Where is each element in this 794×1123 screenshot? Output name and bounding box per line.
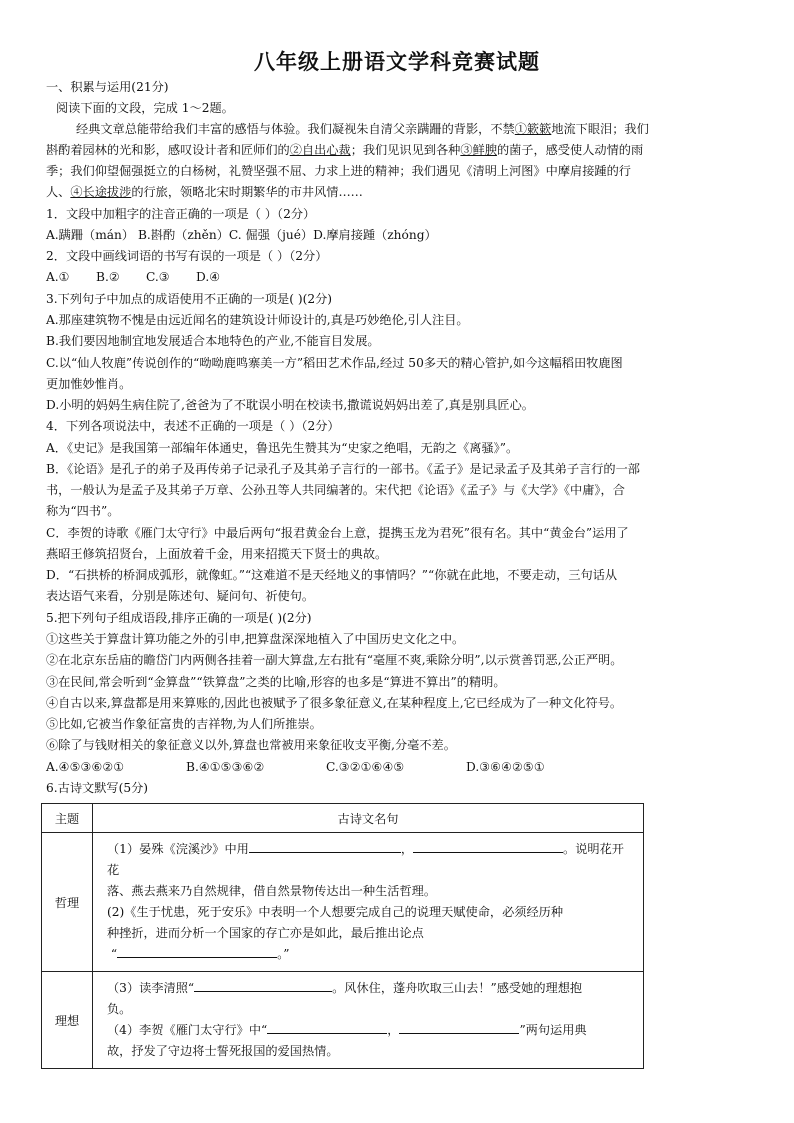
question-3-option-c: C.以“仙人牧鹿”传说创作的“呦呦鹿鸣寨美一方”稻田艺术作品,经过 50多天的精心管护,如今这幅稻田牧鹿图 [46, 356, 623, 370]
question-5-sentence-3: ③在民间,常会听到“金算盘”“铁算盘”之类的比喻,形容的也多是“算进不算出”的精明。 [46, 675, 506, 689]
question-4-option-c-cont: 燕昭王修筑招贤台，上面放着千金，用来招揽天下贤士的典故。 [46, 547, 388, 561]
underlined-word-2: ②自出心裁 [289, 143, 351, 157]
option-a: A.④⑤③⑥②① [46, 760, 125, 774]
underlined-word-3: ③鲜腴 [460, 143, 497, 157]
question-3-option-d: D.小明的妈妈生病住院了,爸爸为了不耽误小明在校读书,撒谎说妈妈出差了,真是别具匠心。 [46, 398, 534, 412]
question-4-option-d: D．“石拱桥的桥洞成弧形，就像虹。”“这难道不是天经地义的事情吗？”“你就在此地，不要走动，三句话从 [46, 568, 618, 582]
question-5-sentence-4: ④自古以来,算盘都是用来算账的,因此也被赋予了很多象征意义,在某种程度上,它已经成为了一种文化符号。 [46, 696, 623, 710]
question-5-sentence-5: ⑤比如,它被当作象征富贵的吉祥物,为人们所推崇。 [46, 717, 322, 731]
question-1-options: A.蹒跚（mán） B.斟酌（zhěn）C. 倔强（jué）D.摩肩接踵（zhóng） [46, 228, 437, 242]
question-4-option-b-cont2: 称为“四书”。 [46, 504, 120, 518]
item-1-line-1: （1）晏殊《浣溪沙》中用 ， 。说明花开花 [107, 842, 624, 877]
reading-instruction: 阅读下面的文段，完成 1～2题。 [56, 101, 234, 115]
item-1-line-2: 落、燕去燕来乃自然规律，借自然景物传达出一种生活哲理。 [107, 884, 437, 898]
question-5-sentence-2: ②在北京东岳庙的瞻岱门内两侧各挂着一副大算盘,左右批有“毫厘不爽,乘除分明”,以示赏善罚恶,公正严明。 [46, 653, 623, 667]
option-d: D.③⑥④②⑤① [466, 760, 545, 774]
underlined-word-1: ①簌簌 [514, 122, 552, 136]
answer-blank[interactable] [249, 841, 401, 853]
question-3-option-a: A.那座建筑物不愧是由远近闻名的建筑设计师设计的,真是巧妙绝伦,引人注目。 [46, 313, 469, 327]
question-2-options [46, 270, 220, 284]
item-4-line-2: 故，抒发了守边将士誓死报国的爱国热情。 [107, 1044, 339, 1058]
item-2-line-3: “ 。” [110, 947, 290, 961]
answer-blank[interactable] [267, 1022, 387, 1034]
question-1-stem: 1．文段中加粗字的注音正确的一项是（ ）（2分） [46, 207, 316, 221]
header-theme: 主题 [42, 804, 93, 833]
passage-line-1: 经典文章总能带给我们丰富的感悟与体验。我们凝视朱自清父亲蹒跚的背影，不禁①簌簌地流下眼泪；我们 [76, 122, 649, 136]
section-heading: 一、积累与运用(21分) [46, 80, 169, 94]
poetry-table [41, 803, 644, 1069]
page-title: 八年级上册语文学科竞赛试题 [254, 49, 540, 74]
option-d: D.④ [196, 270, 221, 284]
question-5-sentence-6: ⑥除了与钱财相关的象征意义以外,算盘也常被用来象征收支平衡,分毫不差。 [46, 738, 456, 752]
answer-blank[interactable] [194, 980, 332, 992]
option-b: B.② [96, 270, 120, 284]
question-2-stem: 2．文段中画线词语的书写有误的一项是（ ）（2分） [46, 249, 328, 263]
option-a: A.① [46, 270, 70, 284]
theme-cell-ideal: 理想 [42, 972, 93, 1069]
underlined-word-4: ④长途拔涉 [70, 185, 132, 199]
question-4-option-b-cont: 书，一般认为是孟子及其弟子万章、公孙丑等人共同编著的。宋代把《论语》《孟子》与《大学》《中庸》，合 [46, 483, 625, 497]
question-5-sentence-1: ①这些关于算盘计算功能之外的引申,把算盘深深地植入了中国历史文化之中。 [46, 632, 465, 646]
question-4-option-a: A．《史记》是我国第一部编年体通史，鲁迅先生赞其为“史家之绝唱，无韵之《离骚》”。 [46, 441, 519, 455]
question-5-stem: 5.把下列句子组成语段,排序正确的一项是( )(2分) [46, 611, 312, 625]
question-3-stem: 3.下列句子中加点的成语使用不正确的一项是( )(2分) [46, 292, 333, 306]
table-header-row [42, 804, 644, 833]
question-4-option-b: B．《论语》是孔子的弟子及再传弟子记录孔子及其弟子言行的一部书。《孟子》是记录孟子及其弟子言行的一部 [46, 462, 640, 476]
item-2-line-2: 种挫折，进而分析一个国家的存亡亦是如此，最后推出论点 [107, 926, 424, 940]
header-verse: 古诗文名句 [93, 804, 644, 833]
item-2-line-1: (2)《生于忧患，死于安乐》中表明一个人想要完成自己的说理天赋使命，必须经历种 [107, 905, 564, 919]
passage-line-3: 季；我们仰望倔强挺立的白杨树，礼赞坚强不屈、力求上进的精神；我们遇见《清明上河图》中摩肩接踵的行 [46, 164, 631, 178]
question-3-option-b: B.我们要因地制宜地发展适合本地特色的产业,不能盲目发展。 [46, 334, 380, 348]
option-b: B.④①⑤③⑥② [186, 760, 265, 774]
theme-cell-philosophy: 哲理 [42, 833, 93, 972]
answer-blank[interactable] [413, 841, 563, 853]
answer-blank[interactable] [399, 1022, 519, 1034]
passage-line-2: 斟酌着园林的光和影，感叹设计者和匠师们的②自出心裁；我们见识见到各种③鲜腴的菌子，感受使人动情的雨 [46, 143, 644, 157]
verse-cell [93, 833, 644, 972]
question-3-option-c-cont: 更加惟妙惟肖。 [46, 377, 132, 391]
question-4-stem: 4．下列各项说法中，表述不正确的一项是（ ）（2分） [46, 419, 340, 433]
passage-line-4: 人、④长途拔涉的行旅，领略北宋时期繁华的市井风情…… [46, 185, 363, 199]
option-c: C.③②①⑥④⑤ [326, 760, 405, 774]
item-3-line-2: 负。 [107, 1002, 132, 1016]
table-row [42, 833, 644, 972]
item-4-line-1: （4）李贺《雁门太守行》中“ ， ”两句运用典 [107, 1023, 587, 1037]
table-row [42, 972, 644, 1069]
option-c: C.③ [146, 270, 170, 284]
question-4-option-d-cont: 表达语气来看，分别是陈述句、疑问句、祈使句。 [46, 589, 315, 603]
verse-cell [93, 972, 644, 1069]
item-3-line-1: （3）读李清照“ 。风休住，蓬舟吹取三山去！”感受她的理想抱 [107, 981, 583, 995]
question-4-option-c: C．李贺的诗歌《雁门太守行》中最后两句“报君黄金台上意，提携玉龙为君死”很有名。其中“黄金台”运用了 [46, 526, 629, 540]
answer-blank[interactable] [117, 946, 277, 958]
question-6-stem: 6.古诗文默写(5分) [46, 781, 149, 795]
question-5-options [46, 760, 545, 774]
